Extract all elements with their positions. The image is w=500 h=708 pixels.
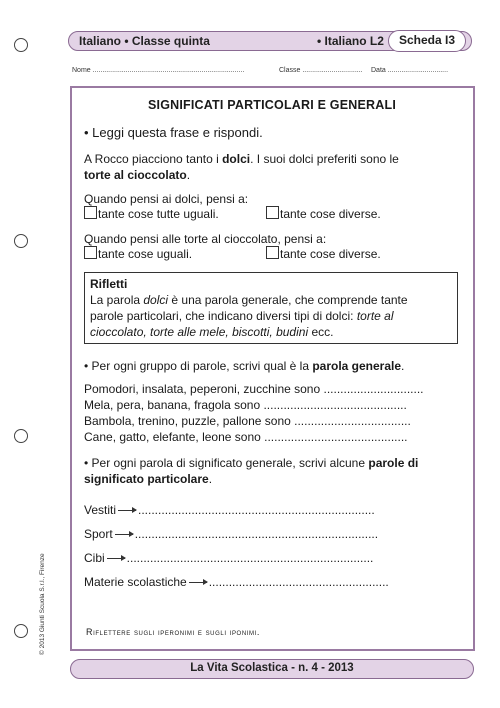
section1-sentence-line2: torte al cioccolato.	[84, 168, 191, 182]
page-title: SIGNIFICATI PARTICOLARI E GENERALI	[147, 98, 396, 112]
q1-option-1[interactable]: tante cose tutte uguali.	[84, 206, 219, 222]
word-group-1[interactable]: Pomodori, insalata, peperoni, zucchine sono ..............................	[84, 382, 424, 396]
word-group-2[interactable]: Mela, pera, banana, fragola sono ...........................................	[84, 398, 407, 412]
copyright-notice: © 2013 Giunti Scuola S.r.l., Firenze	[39, 553, 46, 655]
category-row-cibi[interactable]: Cibi ..........................................................................	[84, 551, 374, 565]
date-field[interactable]: Data ...............................	[371, 67, 449, 74]
checkbox[interactable]	[84, 206, 97, 219]
arrow-right-icon	[115, 534, 133, 535]
section3-instruction-line2: significato particolare.	[84, 472, 213, 486]
arrow-right-icon	[107, 558, 125, 559]
question-2: Quando pensi alle torte al cioccolato, pensi a:	[84, 232, 327, 246]
name-field[interactable]: Nome ..............................................................................	[72, 67, 245, 74]
category-row-materie[interactable]: Materie scolastiche ......................................................	[84, 575, 389, 589]
section3-instruction-line1: • Per ogni parola di significato generale, scrivi alcune parole di	[84, 456, 419, 470]
rifletti-line-3: cioccolato, torte alle mele, biscotti, budini ecc.	[90, 325, 334, 339]
arrow-right-icon	[189, 582, 207, 583]
rifletti-line-2: parole particolari, che indicano diversi tipi di dolci: torte al	[90, 309, 394, 323]
checkbox[interactable]	[84, 246, 97, 259]
binder-hole-1	[14, 38, 28, 52]
footer-bar: La Vita Scolastica - n. 4 - 2013	[70, 659, 474, 679]
word-group-4[interactable]: Cane, gatto, elefante, leone sono ...........................................	[84, 430, 408, 444]
worksheet-badge: Scheda I3	[388, 30, 466, 52]
section1-instruction: • Leggi questa frase e rispondi.	[84, 125, 263, 140]
footnote: Riflettere sugli iperonimi e sugli iponimi.	[86, 627, 260, 637]
class-field[interactable]: Classe ...............................	[279, 67, 363, 74]
rifletti-line-1: La parola dolci è una parola generale, che comprende tante	[90, 293, 408, 307]
header-course: • Italiano L2	[317, 34, 384, 48]
q1-option-2[interactable]: tante cose diverse.	[266, 206, 381, 222]
binder-hole-2	[14, 234, 28, 248]
section1-sentence-line1: A Rocco piacciono tanto i dolci. I suoi dolci preferiti sono le	[84, 152, 399, 166]
question-1: Quando pensi ai dolci, pensi a:	[84, 192, 249, 206]
category-row-sport[interactable]: Sport .........................................................................	[84, 527, 379, 541]
header-subject: Italiano • Classe quinta	[79, 34, 210, 48]
checkbox[interactable]	[266, 206, 279, 219]
section2-instruction: • Per ogni gruppo di parole, scrivi qual è la parola generale.	[84, 359, 405, 373]
q2-option-1[interactable]: tante cose uguali.	[84, 246, 192, 262]
arrow-right-icon	[118, 510, 136, 511]
rifletti-box	[84, 272, 458, 344]
category-row-vestiti[interactable]: Vestiti .......................................................................	[84, 503, 375, 517]
rifletti-heading: Rifletti	[90, 277, 128, 291]
q2-option-2[interactable]: tante cose diverse.	[266, 246, 381, 262]
binder-hole-3	[14, 429, 28, 443]
binder-hole-4	[14, 624, 28, 638]
word-group-3[interactable]: Bambola, trenino, puzzle, pallone sono ...................................	[84, 414, 411, 428]
checkbox[interactable]	[266, 246, 279, 259]
